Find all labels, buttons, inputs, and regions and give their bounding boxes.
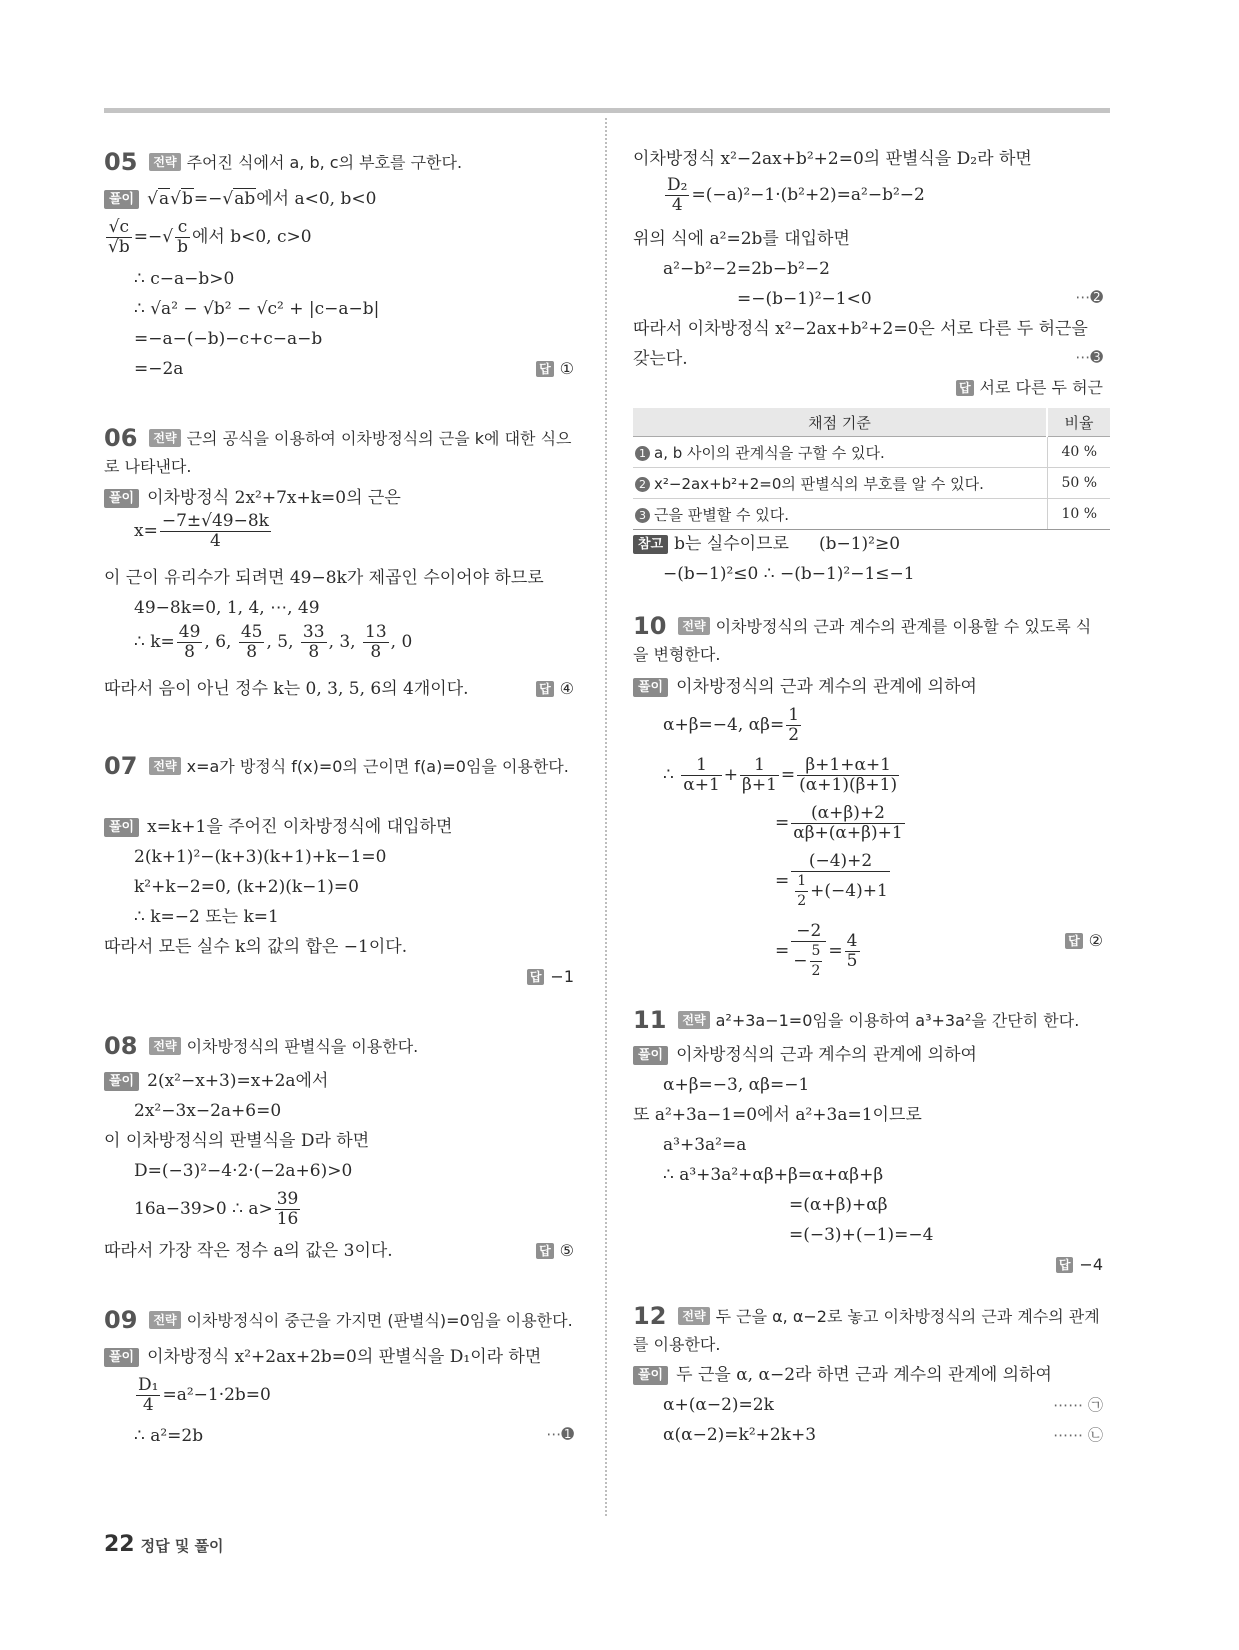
p08-answer: 답 ⑤: [536, 1240, 574, 1262]
p05-line-1: 풀이 √a√b=−√ab에서 a<0, b<0: [104, 188, 376, 210]
page-number: 22: [104, 1532, 135, 1557]
p06-line-3: 이 근이 유리수가 되려면 49−8k가 제곱인 수이어야 하므로: [104, 568, 544, 588]
problem-09-header: 09 전략 이차방정식이 중근을 가지면 (판별식)=0임을 이용한다.: [104, 1306, 573, 1334]
p08-line-4: D=(−3)²−4·2·(−2a+6)>0: [134, 1161, 353, 1181]
note-line-2: −(b−1)²≤0 ∴ −(b−1)²−1≤−1: [663, 564, 915, 584]
p08-line-3: 이 이차방정식의 판별식을 D라 하면: [104, 1131, 370, 1151]
p11-line-7: =(−3)+(−1)=−4: [789, 1225, 934, 1245]
strategy-text: 주어진 식에서 a, b, c의 부호를 구한다.: [186, 153, 463, 172]
p09-line-10: 갖는다.: [633, 349, 688, 369]
p07-line-3: k²+k−2=0, (k+2)(k−1)=0: [134, 877, 359, 897]
p09-line-2: $\frac{\text{D₁}}{4}$ =a²−1·2b=0: [138, 1375, 271, 1415]
p05-line-4: ∴ √a² − √b² − √c² + |c−a−b|: [134, 299, 380, 319]
table-header-criteria: 채점 기준: [633, 408, 1047, 437]
p09-line-8: =−(b−1)²−1<0: [737, 289, 872, 309]
problem-11-header: 11 전략 a²+3a−1=0임을 이용하여 a³+3a²을 간단히 한다.: [633, 1006, 1080, 1034]
eq-marker-2: ⋯⋯ ㉡: [1053, 1426, 1103, 1444]
table-row: 2 x²−2ax+b²+2=0의 판별식의 부호를 알 수 있다. 50 %: [633, 468, 1110, 499]
step-number-icon: 3: [635, 508, 650, 523]
p05-answer: 답 ①: [536, 358, 574, 380]
p06-answer: 답 ④: [536, 678, 574, 700]
p11-line-6: =(α+β)+αβ: [789, 1195, 888, 1215]
p10-line-6: = −2 − $\frac{5}{2}$ = $\frac{4}{5}$: [775, 921, 858, 979]
p07-line-4: ∴ k=−2 또는 k=1: [134, 907, 279, 927]
problem-number: 05: [104, 148, 138, 176]
step-number-icon: 2: [635, 477, 650, 492]
column-divider: [605, 118, 607, 1516]
scoring-table: [633, 408, 1110, 530]
p09-line-4: 이차방정식 x²−2ax+b²+2=0의 판별식을 D₂라 하면: [633, 149, 1032, 169]
p09-line-5: $\frac{\text{D₂}}{4}$ =(−a)²−1·(b²+2)=a²−b²−2: [667, 175, 925, 215]
problem-07-header: 07 전략 x=a가 방정식 f(x)=0의 근이면 f(a)=0임을 이용한다.: [104, 752, 569, 780]
p10-line-2: α+β=−4, αβ= $\frac{1}{2}$: [663, 705, 800, 745]
p08-line-2: 2x²−3x−2a+6=0: [134, 1101, 282, 1121]
p09-answer: 답 서로 다른 두 허근: [956, 377, 1103, 399]
p05-line-6: =−2a: [134, 359, 184, 379]
p11-line-5: ∴ a³+3a²+αβ+β=α+αβ+β: [663, 1165, 884, 1185]
p09-line-9: 따라서 이차방정식 x²−2ax+b²+2=0은 서로 다른 두 허근을: [633, 319, 1088, 339]
p06-line-1: 풀이 이차방정식 2x²+7x+k=0의 근은: [104, 487, 401, 509]
p05-line-5: =−a−(−b)−c+c−a−b: [134, 329, 323, 349]
page-footer: [104, 1532, 224, 1557]
p11-line-2: α+β=−3, αβ=−1: [663, 1075, 810, 1095]
footer-title: 정답 및 풀이: [140, 1537, 224, 1555]
solution-tag: 풀이: [104, 190, 139, 209]
p07-answer: 답 −1: [527, 966, 574, 988]
fraction: $\frac{√c}{√b}$: [108, 217, 130, 257]
p07-line-2: 2(k+1)²−(k+3)(k+1)+k−1=0: [134, 847, 387, 867]
strategy-tag: 전략: [149, 153, 180, 171]
problem-06-header: 06 전략 근의 공식을 이용하여 이차방정식의 근을 k에 대한 식으로 나타낸다.: [104, 424, 572, 476]
step-marker-3: ⋯➌: [1075, 348, 1103, 366]
p12-line-3: α(α−2)=k²+2k+3: [663, 1425, 817, 1445]
p11-line-3: 또 a²+3a−1=0에서 a²+3a=1이므로: [633, 1105, 922, 1125]
p07-line-1: 풀이 x=k+1을 주어진 이차방정식에 대입하면: [104, 816, 452, 838]
p11-answer: 답 −4: [1056, 1254, 1103, 1276]
top-rule: [104, 108, 1110, 113]
problem-10-header: 10 전략 이차방정식의 근과 계수의 관계를 이용할 수 있도록 식을 변형한다.: [633, 612, 1092, 664]
p05-line-2: $\frac{√c}{√b}$ =−√ $\frac{c}{b}$ 에서 b<0, c>0: [108, 217, 312, 257]
p10-line-4: = $\frac{(\alpha+\beta)+2}{\alpha\beta+(\alpha+\beta)+1}$: [775, 803, 903, 843]
p06-line-5: ∴ k= $\frac{49}{8}$ , 6, $\frac{45}{8}$ , 5, $\frac{33}{8}$ , 3, $\frac{13}{8}$ , 0: [134, 622, 413, 662]
p10-line-5: = (−4)+2 $\frac{1}{2}$ +(−4)+1: [775, 851, 888, 909]
step-marker-1: ⋯➊: [546, 1425, 574, 1443]
p09-line-7: a²−b²−2=2b−b²−2: [663, 259, 830, 279]
p08-line-5: 16a−39>0 ∴ a> $\frac{39}{16}$: [134, 1189, 299, 1229]
problem-05-header: [104, 148, 574, 177]
p11-line-1: 풀이 이차방정식의 근과 계수의 관계에 의하여: [633, 1044, 977, 1066]
p09-line-3: ∴ a²=2b: [134, 1426, 204, 1446]
note-line-1: 참고 b는 실수이므로 (b−1)²≥0: [633, 533, 900, 555]
table-row: 3 근을 판별할 수 있다. 10 %: [633, 499, 1110, 530]
table-row: 1 a, b 사이의 관계식을 구할 수 있다. 40 %: [633, 437, 1110, 468]
p10-answer: 답 ②: [1065, 930, 1103, 952]
p10-line-1: 풀이 이차방정식의 근과 계수의 관계에 의하여: [633, 676, 977, 698]
p11-line-4: a³+3a²=a: [663, 1135, 747, 1155]
p07-line-5: 따라서 모든 실수 k의 값의 합은 −1이다.: [104, 937, 408, 957]
p10-line-3: ∴ $\frac{1}{\alpha+1}$ + $\frac{1}{\beta+1}$ = $\frac{\beta+1+\alpha+1}{(\alpha+1)(\beta+1)}$: [663, 755, 898, 795]
eq-marker-1: ⋯⋯ ㉠: [1053, 1396, 1103, 1414]
p09-line-6: 위의 식에 a²=2b를 대입하면: [633, 229, 850, 249]
p05-line-3: ∴ c−a−b>0: [134, 269, 235, 289]
p06-line-6: 따라서 음이 아닌 정수 k는 0, 3, 5, 6의 4개이다.: [104, 679, 469, 699]
p12-line-1: 풀이 두 근을 α, α−2라 하면 근과 계수의 관계에 의하여: [633, 1364, 1052, 1386]
table-header-ratio: 비율: [1047, 408, 1110, 437]
p08-line-6: 따라서 가장 작은 정수 a의 값은 3이다.: [104, 1241, 393, 1261]
p09-line-1: 풀이 이차방정식 x²+2ax+2b=0의 판별식을 D₁이라 하면: [104, 1346, 541, 1368]
p06-line-2: x= $\frac{-7\pm√49-8k}{4}$: [134, 511, 269, 551]
step-marker-2: ⋯➋: [1075, 288, 1103, 306]
problem-08-header: 08 전략 이차방정식의 판별식을 이용한다.: [104, 1032, 419, 1060]
p08-line-1: 풀이 2(x²−x+3)=x+2a에서: [104, 1070, 328, 1092]
p12-line-2: α+(α−2)=2k: [663, 1395, 774, 1415]
p06-line-4: 49−8k=0, 1, 4, ⋯, 49: [134, 598, 320, 618]
step-number-icon: 1: [635, 446, 650, 461]
problem-12-header: 12 전략 두 근을 α, α−2로 놓고 이차방정식의 근과 계수의 관계를 이용한다.: [633, 1302, 1100, 1354]
